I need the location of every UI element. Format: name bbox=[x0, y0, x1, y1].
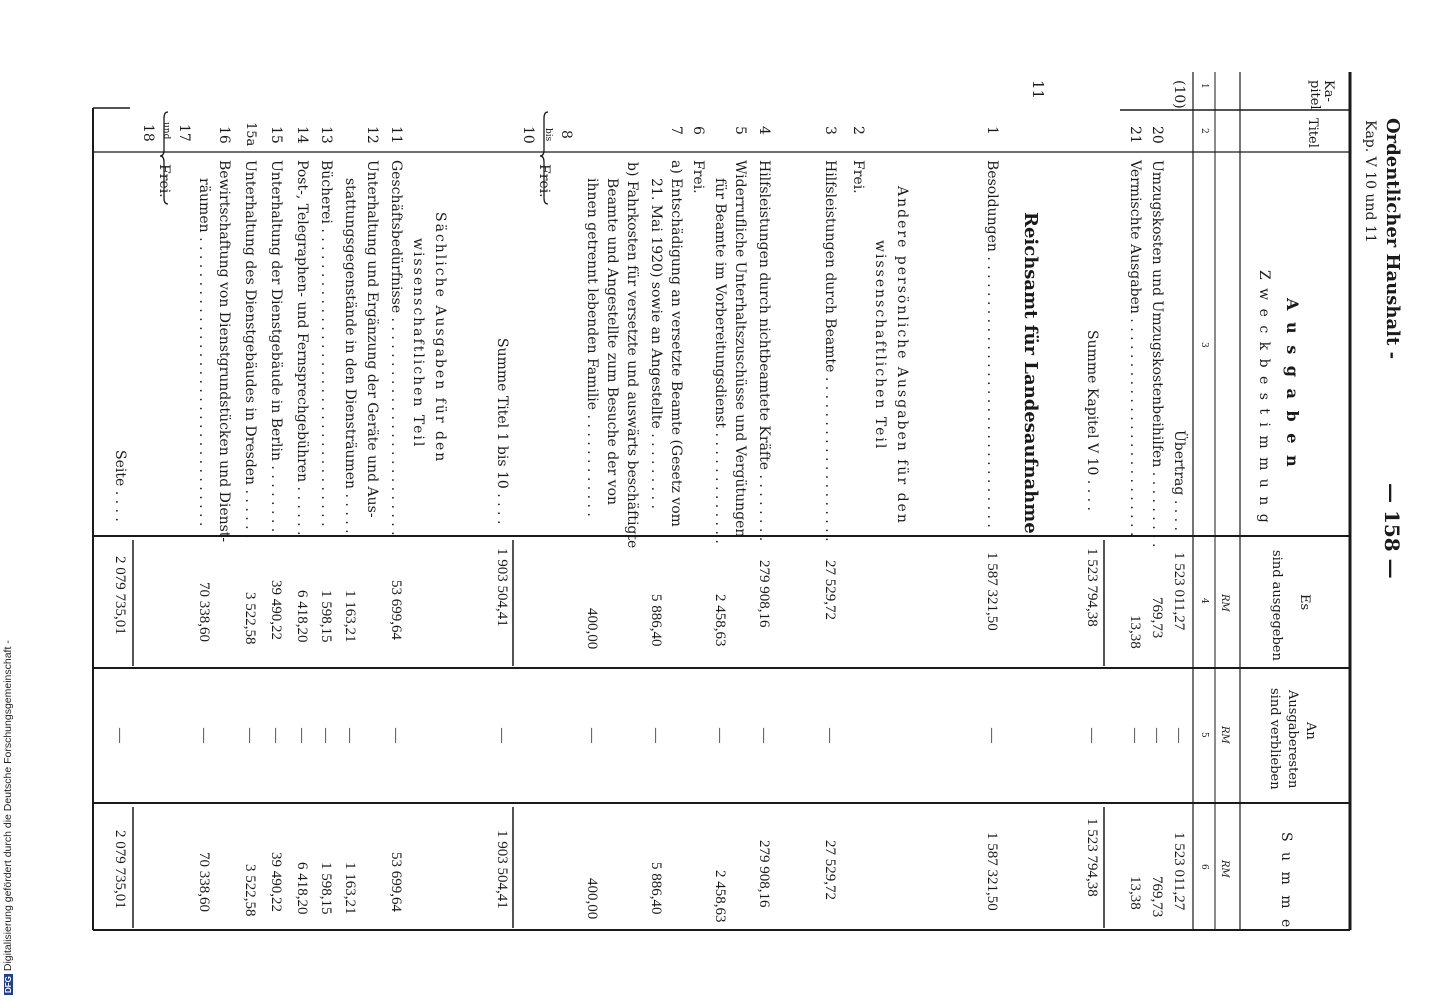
r7b-text-3: ihnen getrennt lebenden Familie . . . . . . . . . . . . bbox=[584, 178, 600, 517]
r15-titel: 15 bbox=[268, 126, 284, 144]
summe-kapitel-label: Summe Kapitel V 10 . . . . bbox=[1084, 330, 1100, 511]
col-header-titel: Titel bbox=[1305, 118, 1320, 148]
col5-unit: RM bbox=[1219, 726, 1230, 744]
r14-text: Post-, Telegraphen- und Fernsprechgebühren . . . . . . bbox=[294, 160, 310, 536]
r13-c5: — bbox=[318, 728, 334, 743]
col-header-verblieben: sind verblieben bbox=[1267, 688, 1282, 790]
r16-text-1: Bewirtschaftung von Dienstgrundstücken und Dienst- bbox=[216, 160, 232, 543]
r3-titel: 3 bbox=[822, 126, 838, 135]
col-header-an: An bbox=[1303, 722, 1318, 740]
r18-titel: 18 bbox=[140, 124, 156, 142]
col-header-kapitel: Ka- pitel bbox=[1307, 80, 1336, 110]
summe-kapitel-c5: — bbox=[1084, 728, 1100, 743]
r12-c5: — bbox=[342, 728, 358, 743]
r3-c5: — bbox=[822, 728, 838, 743]
r5-c4: 2 458,63 bbox=[712, 594, 728, 647]
r8-titel: 8 bbox=[558, 130, 574, 139]
summe-titel-c5: — bbox=[494, 728, 510, 743]
andere-ausgaben-heading-1: Andere persönliche Ausgaben für den bbox=[894, 186, 910, 525]
r13-c4: 1 598,15 bbox=[318, 590, 334, 643]
uebertrag-c5: — bbox=[1171, 728, 1187, 743]
r11-text: Geschäftsbedürfnisse . . . . . . . . . . . . . . . . . . . . . . . . . bbox=[388, 160, 404, 536]
seite-label: Seite . . . . bbox=[112, 450, 128, 522]
summe-titel-label: Summe Titel 1 bis 10 . . . . bbox=[494, 338, 510, 525]
saechliche-ausgaben-heading-1: Sächliche Ausgaben für den bbox=[432, 212, 448, 464]
seite-c5: — bbox=[112, 728, 128, 743]
r15-c6: 39 490,22 bbox=[268, 852, 284, 912]
r16-c5: — bbox=[196, 728, 212, 743]
r13-c6: 1 598,15 bbox=[318, 862, 334, 915]
r7b-c4: 400,00 bbox=[584, 608, 600, 650]
r21-c6: 13,38 bbox=[1127, 876, 1143, 910]
r15-c4: 39 490,22 bbox=[268, 580, 284, 640]
running-title: Ordentlicher Haushalt - bbox=[1382, 118, 1403, 360]
r21-text: Vermischte Ausgaben . . . . . . . . . . . . . . . . . . . . . . . . . bbox=[1127, 160, 1143, 537]
r4-text: Hilfsleistungen durch nichtbeamtete Kräfte . . . . . . . . bbox=[756, 160, 772, 542]
r1-c4: 1 587 321,50 bbox=[984, 552, 1000, 631]
kapitel-11-number: 11 bbox=[1029, 80, 1047, 100]
r7-titel: 7 bbox=[668, 126, 684, 135]
col-number-4: 4 bbox=[1199, 598, 1209, 604]
col-number-2: 2 bbox=[1199, 128, 1209, 134]
r13-titel: 13 bbox=[318, 126, 334, 144]
r12-text-1: Unterhaltung und Ergänzung der Geräte und Aus- bbox=[364, 160, 380, 518]
col-number-1: 1 bbox=[1199, 83, 1209, 89]
uebertrag-c4: 1 523 011,27 bbox=[1171, 552, 1187, 631]
r21-titel: 21 bbox=[1127, 126, 1143, 144]
col-header-zweckbestimmung: Z w e c k b e s t i m m u n g bbox=[1256, 270, 1272, 525]
r11-c5: — bbox=[388, 728, 404, 743]
r5-text-2: für Beamte im Vorbereitungsdienst . . . . . . . . . . . . . bbox=[712, 178, 728, 544]
kapitel-11-heading: Reichsamt für Landesaufnahme bbox=[1020, 212, 1041, 534]
r20-kapitel: (10) bbox=[1171, 80, 1187, 109]
r13-text: Bücherei . . . . . . . . . . . . . . . . . . . . . . . . . . . . . . . . . . bbox=[318, 160, 334, 527]
col-header-summe: S u m m e bbox=[1278, 832, 1294, 931]
r12-titel: 12 bbox=[364, 126, 380, 144]
saechliche-ausgaben-heading-2: wissenschaftlichen Teil bbox=[410, 238, 426, 449]
seite-c4: 2 079 735,01 bbox=[112, 556, 128, 635]
r7b-c5: — bbox=[584, 728, 600, 743]
r5-c6: 2 458,63 bbox=[712, 870, 728, 923]
col-header-ausgaberesten: Ausgaberesten bbox=[1285, 690, 1300, 789]
r6-titel: 6 bbox=[690, 126, 706, 135]
r14-c5: — bbox=[294, 728, 310, 743]
dfg-note: Digitalisierung gefördert durch die Deutsche Forschungsgemeinschaft - bbox=[2, 640, 14, 972]
r7b-c6: 400,00 bbox=[584, 878, 600, 920]
r4-titel: 4 bbox=[756, 126, 772, 135]
r1-c5: — bbox=[984, 728, 1000, 743]
r17-18-text: Frei. bbox=[156, 164, 172, 198]
col-number-5: 5 bbox=[1199, 732, 1209, 738]
chapter-subtitle: Kap. V 10 und 11 bbox=[1362, 120, 1378, 243]
r14-c6: 6 418,20 bbox=[294, 862, 310, 915]
r4-c4: 279 908,16 bbox=[756, 560, 772, 628]
r15a-text: Unterhaltung des Dienstgebäudes in Dresden . . . . . . bbox=[242, 160, 258, 539]
r20-c4: 769,73 bbox=[1149, 597, 1165, 639]
summe-kapitel-c4: 1 523 794,38 bbox=[1084, 548, 1100, 627]
r15-c5: — bbox=[268, 728, 284, 743]
r21-c4: 13,38 bbox=[1127, 615, 1143, 649]
col-header-ausgaben: A u s g a b e n bbox=[1283, 298, 1302, 470]
r15a-c5: — bbox=[242, 728, 258, 743]
andere-ausgaben-heading-2: wissenschaftlichen Teil bbox=[872, 240, 888, 451]
r3-c4: 27 529,72 bbox=[822, 560, 838, 620]
r4-c5: — bbox=[756, 728, 772, 743]
r5-titel: 5 bbox=[732, 126, 748, 135]
r4-c6: 279 908,16 bbox=[756, 840, 772, 908]
r7b-text-1: b) Fahrkosten für versetzte und auswärts beschäftigte bbox=[624, 162, 640, 549]
r14-c4: 6 418,20 bbox=[294, 590, 310, 643]
r16-c6: 70 338,60 bbox=[196, 852, 212, 912]
r12-text-2: stattungsgegenstände in den Diensträumen . . . . . bbox=[342, 178, 358, 534]
r10-titel: 10 bbox=[520, 126, 536, 144]
col-number-6: 6 bbox=[1199, 864, 1209, 870]
r7-c6: 5 886,40 bbox=[648, 862, 664, 915]
r5-c5: — bbox=[712, 728, 728, 743]
r11-c4: 53 699,64 bbox=[388, 580, 404, 640]
r12-c4: 1 163,21 bbox=[342, 590, 358, 643]
col-number-3: 3 bbox=[1199, 342, 1209, 348]
r7b-text-2: Beamte und Angestellte zum Besuche der von bbox=[604, 178, 620, 506]
seite-c6: 2 079 735,01 bbox=[112, 830, 128, 909]
r1-text: Besoldungen . . . . . . . . . . . . . . . . . . . . . . . . . . . . . . . bbox=[984, 160, 1000, 528]
col-header-ausgegeben: sind ausgegeben bbox=[1269, 550, 1284, 661]
r16-c4: 70 338,60 bbox=[196, 582, 212, 642]
r15a-titel: 15a bbox=[243, 122, 258, 147]
r17-und: und bbox=[161, 122, 171, 140]
r14-titel: 14 bbox=[294, 126, 310, 144]
r5-text-1: Widerrufliche Unterhaltszuschüsse und Vergütungen bbox=[732, 160, 748, 538]
r1-titel: 1 bbox=[984, 126, 1000, 135]
r20-text: Umzugskosten und Umzugskostenbeihilfen . . . . . . . . . bbox=[1149, 160, 1165, 548]
r11-titel: 11 bbox=[388, 126, 404, 144]
col4-unit: RM bbox=[1219, 594, 1230, 612]
r16-titel: 16 bbox=[216, 126, 232, 144]
summe-kapitel-c6: 1 523 794,38 bbox=[1084, 818, 1100, 897]
r3-text: Hilfsleistungen durch Beamte . . . . . . . . . . . . . . . . . . . bbox=[822, 160, 838, 542]
r15a-c4: 3 522,58 bbox=[242, 592, 258, 645]
r11-c6: 53 699,64 bbox=[388, 852, 404, 912]
r7-text-a1: a) Entschädigung an versetzte Beamte (Gesetz vom bbox=[668, 160, 684, 527]
r1-c6: 1 587 321,50 bbox=[984, 832, 1000, 911]
r16-text-2: räumen . . . . . . . . . . . . . . . . . . . . . . . . . . . . . . . . . bbox=[196, 178, 212, 527]
summe-titel-c6: 1 903 504,41 bbox=[494, 830, 510, 909]
r6-text: Frei. bbox=[690, 160, 706, 194]
r20-titel: 20 bbox=[1149, 126, 1165, 144]
col6-unit: RM bbox=[1219, 860, 1230, 878]
uebertrag-c6: 1 523 011,27 bbox=[1171, 832, 1187, 911]
r21-c5: — bbox=[1127, 728, 1143, 743]
summe-titel-c4: 1 903 504,41 bbox=[494, 548, 510, 627]
r3-c6: 27 529,72 bbox=[822, 840, 838, 900]
col-header-es: Es bbox=[1297, 594, 1312, 611]
r8-bis: bis bbox=[543, 128, 553, 142]
r7-c5: — bbox=[648, 728, 664, 743]
r2-titel: 2 bbox=[850, 126, 866, 135]
r8-10-text: Frei. bbox=[536, 164, 552, 198]
r2-text: Frei. bbox=[850, 160, 866, 194]
dfg-logo: DFG bbox=[3, 976, 13, 993]
r12-c6: 1 163,21 bbox=[342, 862, 358, 915]
r7-text-a2: 21. Mai 1920) sowie an Angestellte . . . . . . . . . bbox=[648, 178, 664, 509]
r20-c6: 769,73 bbox=[1149, 876, 1165, 918]
r15-text: Unterhaltung der Dienstgebäude in Berlin . . . . . . . . bbox=[268, 160, 284, 533]
page-number: — 158 — bbox=[1380, 483, 1404, 579]
r17-titel: 17 bbox=[176, 124, 192, 142]
r7-c4: 5 886,40 bbox=[648, 594, 664, 647]
r15a-c6: 3 522,58 bbox=[242, 864, 258, 917]
uebertrag-label: Übertrag . . . . bbox=[1171, 430, 1187, 531]
r20-c5: — bbox=[1149, 728, 1165, 743]
